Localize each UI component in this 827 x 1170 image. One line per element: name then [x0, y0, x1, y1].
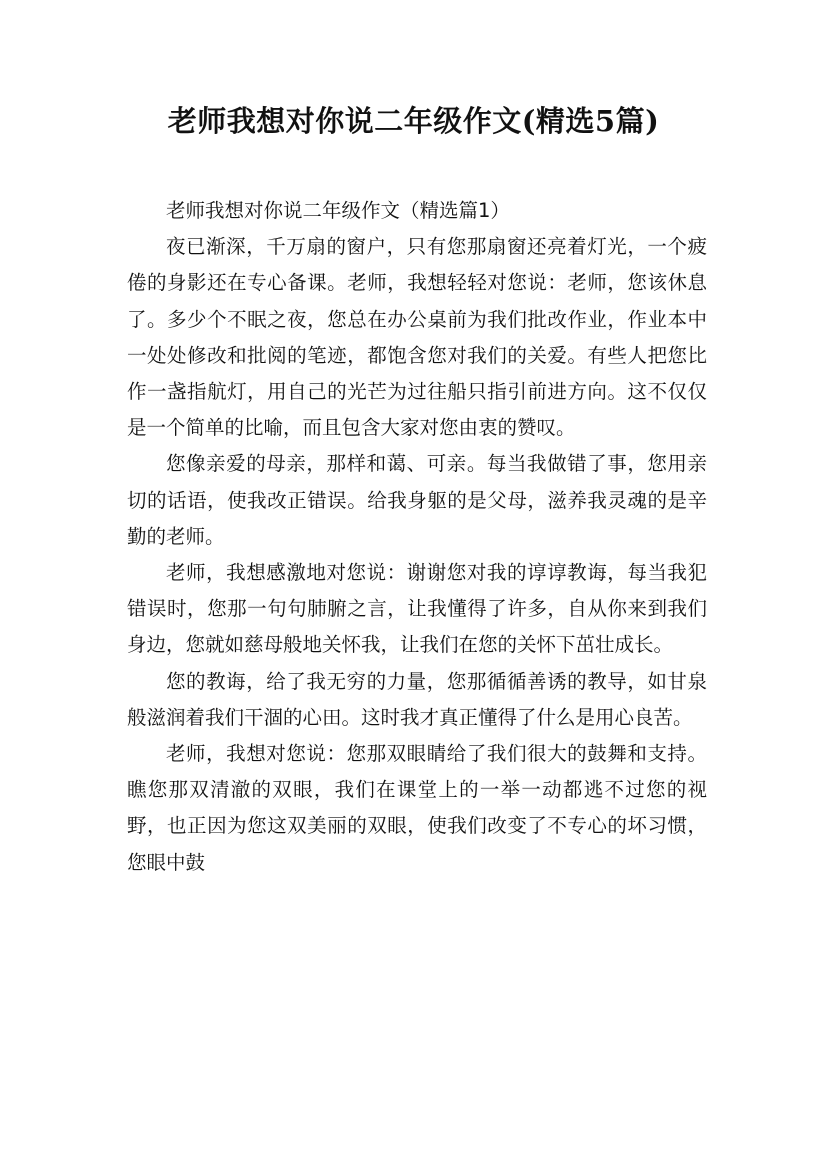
paragraph: 老师，我想对您说：您那双眼睛给了我们很大的鼓舞和支持。瞧您那双清澈的双眼，我们在课堂上的一举一动都逃不过您的视野，也正因为您这双美丽的双眼，使我们改变了不专心的坏习惯，您眼中鼓	[127, 742, 707, 874]
paragraph: 老师，我想感激地对您说：谢谢您对我的谆谆教诲，每当我犯错误时，您那一句句肺腑之言，让我懂得了许多，自从你来到我们身边，您就如慈母般地关怀我，让我们在您的关怀下茁壮成长。	[127, 561, 707, 657]
document-body	[127, 193, 707, 881]
document-title: 老师我想对你说二年级作文(精选5篇)	[167, 104, 660, 138]
paragraph: 夜已渐深，千万扇的窗户，只有您那扇窗还亮着灯光，一个疲倦的身影还在专心备课。老师，我想轻轻对您说：老师，您该休息了。多少个不眠之夜，您总在办公桌前为我们批改作业，作业本中一处处修改和批阅的笔迹，都饱含您对我们的关爱。有些人把您比作一盏指航灯，用自己的光芒为过往船只指引前进方向。这不仅仅是一个简单的比喻，而且包含大家对您由衷的赞叹。	[127, 235, 707, 440]
paragraph: 您的教诲，给了我无穷的力量，您那循循善诱的教导，如甘泉般滋润着我们干涸的心田。这时我才真正懂得了什么是用心良苦。	[127, 669, 707, 729]
section-subtitle: 老师我想对你说二年级作文（精选篇1）	[166, 199, 510, 222]
paragraph: 您像亲爱的母亲，那样和蔼、可亲。每当我做错了事，您用亲切的话语，使我改正错误。给我身躯的是父母，滋养我灵魂的是辛勤的老师。	[127, 452, 707, 548]
